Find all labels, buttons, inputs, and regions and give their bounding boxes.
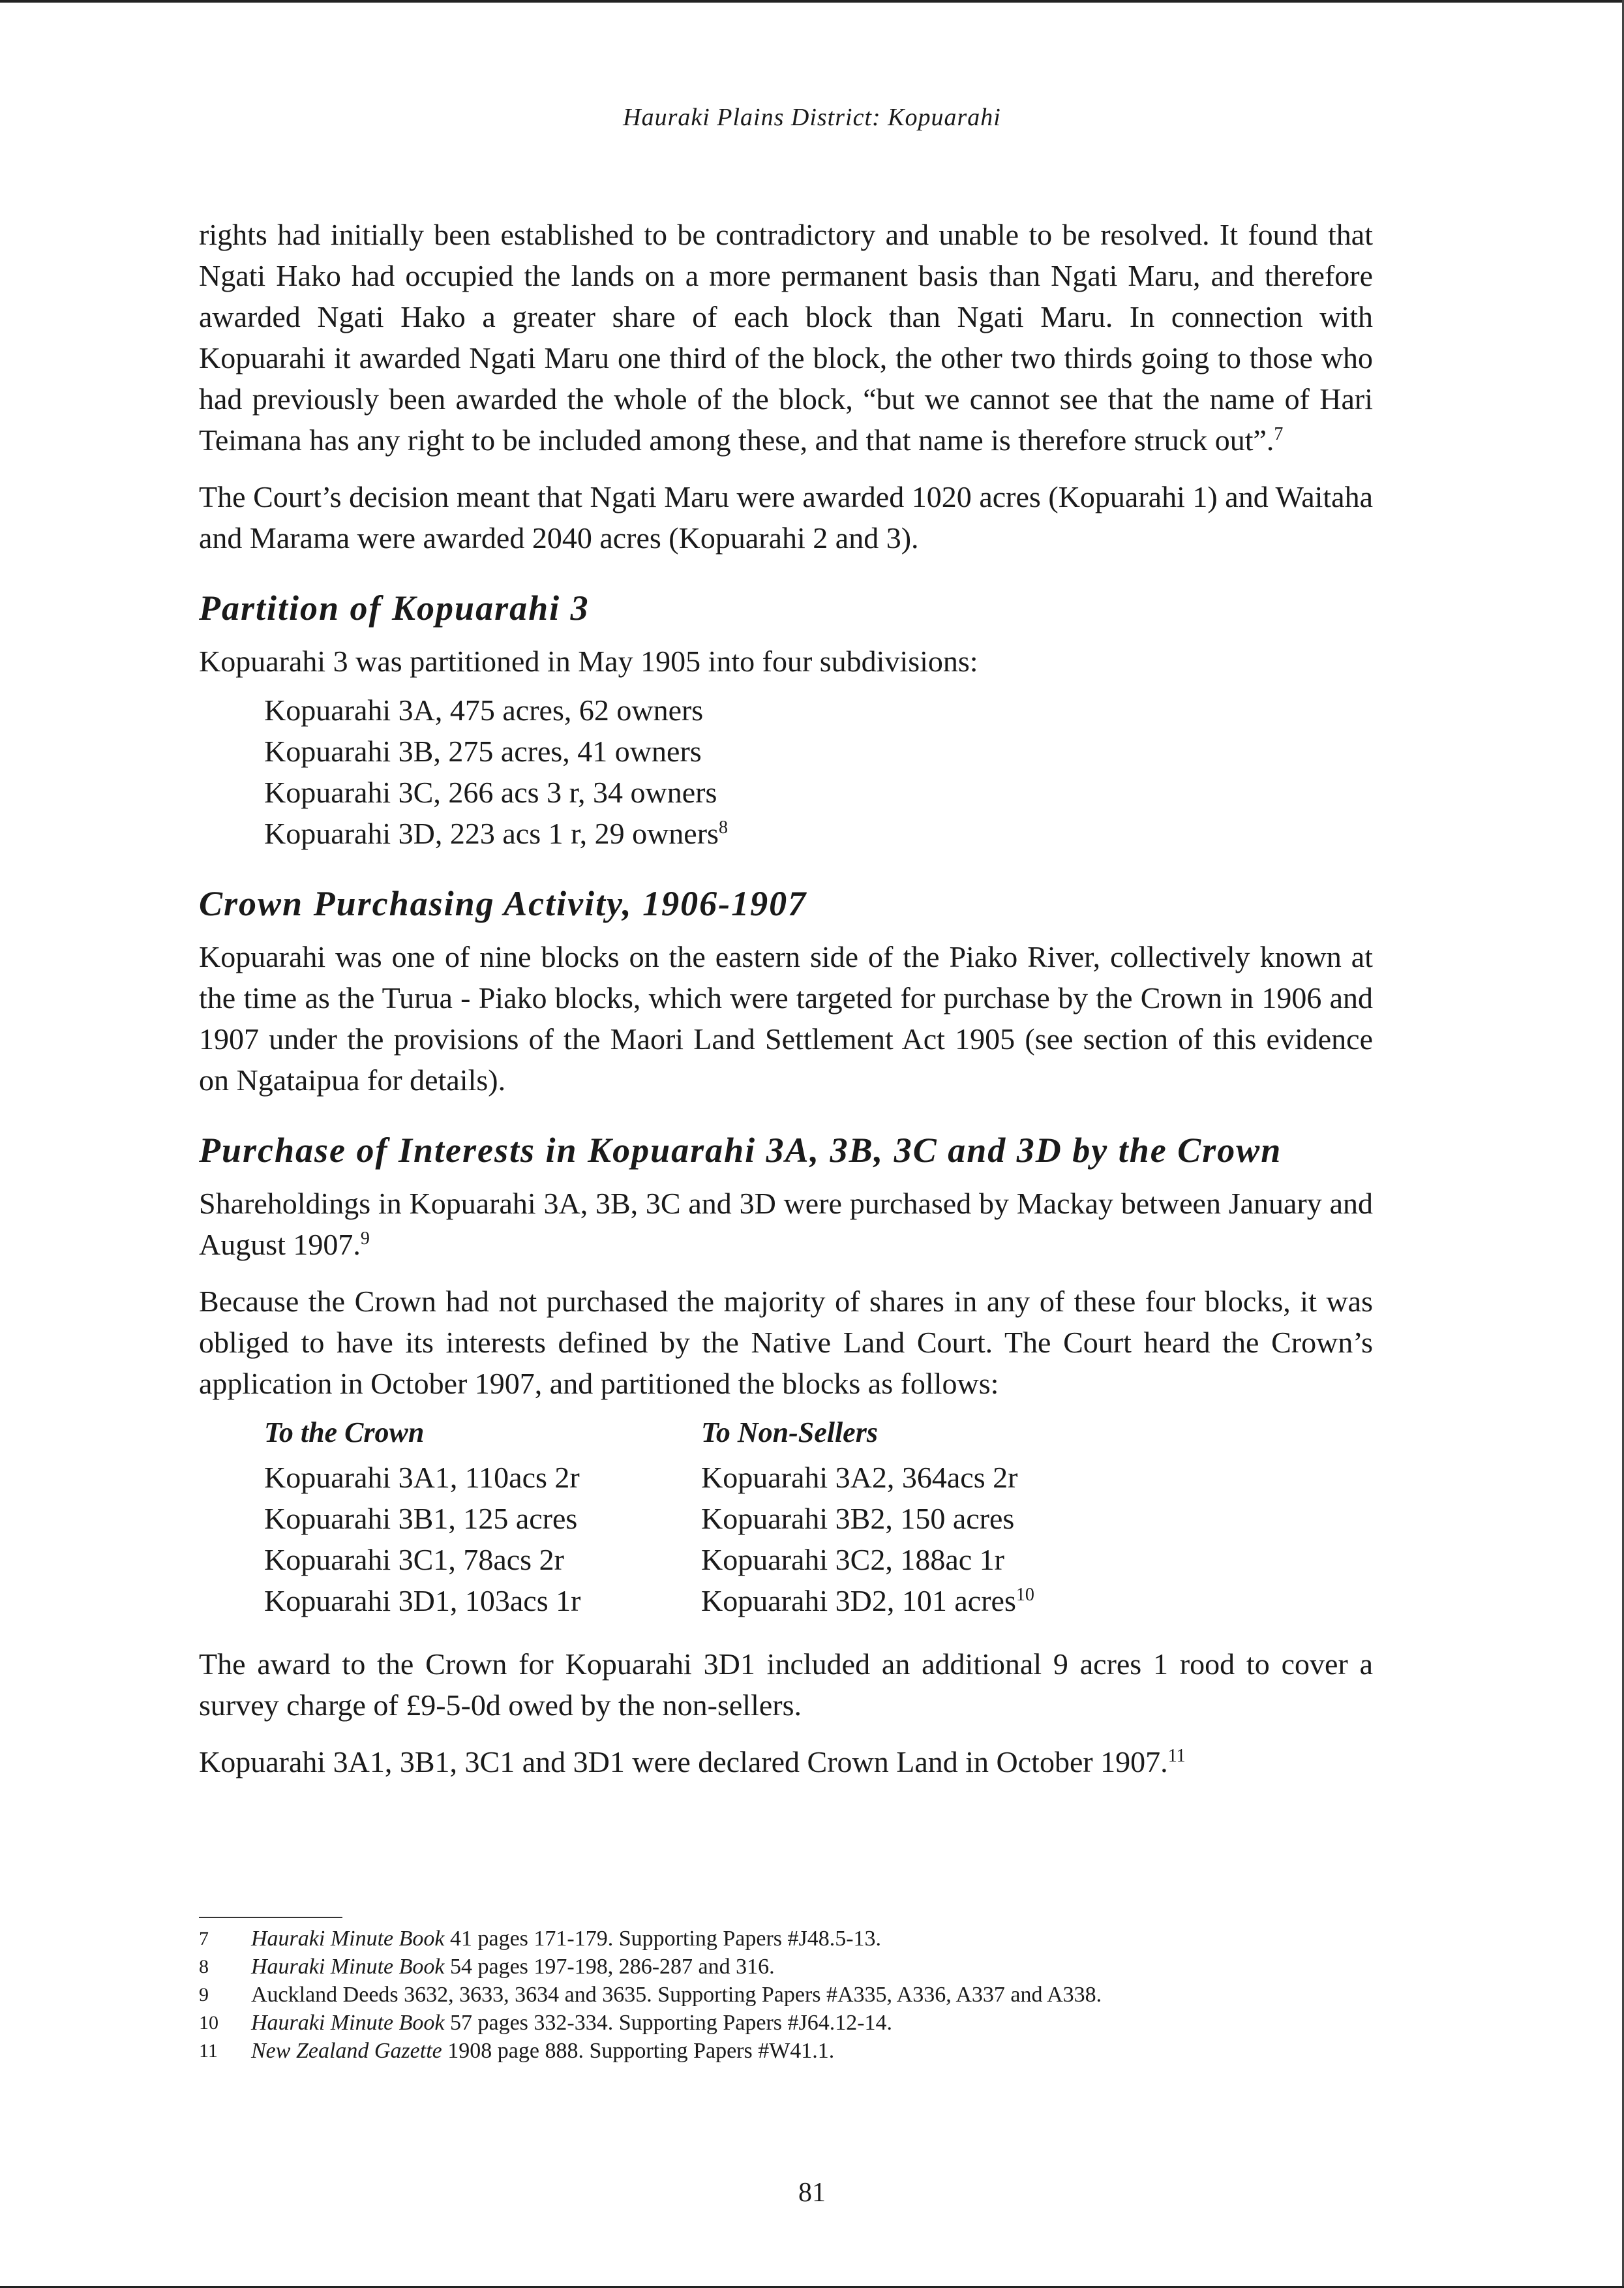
table-cell: Kopuarahi 3A1, 110acs 2r: [264, 1461, 580, 1494]
footnote: 7 Hauraki Minute Book 41 pages 171-179. Supporting Papers #J48.5-13.: [199, 1925, 1373, 1953]
footnote-ref[interactable]: 7: [1274, 424, 1284, 444]
paragraph-7: The award to the Crown for Kopuarahi 3D1 included an additional 9 acres 1 rood to cover a survey charge of £9-5-0d owed by the non-sellers.: [199, 1647, 1373, 1722]
footnote-ref[interactable]: 8: [718, 817, 728, 838]
footnote: 11 New Zealand Gazette 1908 page 888. Supporting Papers #W41.1.: [199, 2037, 1373, 2065]
paragraph-4: Kopuarahi was one of nine blocks on the eastern side of the Piako River, collectively known at the time as the Turua - Piako blocks, which were targeted for purchase by the Crown in 1906 and 1907 under the provisions of the Maori Land Settlement Act 1905 (see section of this evidence on Ngataipua for details).: [199, 940, 1373, 1097]
table-cell: Kopuarahi 3B1, 125 acres: [264, 1502, 578, 1535]
footnote-number: 9: [199, 1984, 209, 2006]
table-header-non-sellers: To Non-Sellers: [701, 1416, 878, 1448]
paragraph-6: Because the Crown had not purchased the majority of shares in any of these four blocks, it was obliged to have its interests defined by the Native Land Court. The Court heard the Crown’s application in October 1907, and partitioned the blocks as follows:: [199, 1285, 1373, 1400]
table-cell: Kopuarahi 3C1, 78acs 2r: [264, 1543, 564, 1576]
subdivision-item: Kopuarahi 3C, 266 acs 3 r, 34 owners: [264, 776, 717, 809]
partition-table: [264, 1412, 1373, 1621]
heading-partition: Partition of Kopuarahi 3: [199, 588, 590, 628]
footnote-number: 8: [199, 1956, 209, 1977]
subdivision-item: Kopuarahi 3D, 223 acs 1 r, 29 owners$^8$: [264, 817, 728, 850]
paragraph-3: Kopuarahi 3 was partitioned in May 1905 into four subdivisions:: [199, 645, 978, 678]
paragraph-8: Kopuarahi 3A1, 3B1, 3C1 and 3D1 were declared Crown Land in October 1907.11: [199, 1745, 1186, 1778]
footnote-ref[interactable]: 9: [360, 1228, 370, 1249]
footnotes: [199, 1925, 1373, 2065]
page-body: [199, 214, 1373, 1798]
table-cell: Kopuarahi 3D1, 103acs 1r: [264, 1584, 581, 1617]
table-cell: Kopuarahi 3A2, 364acs 2r: [701, 1461, 1018, 1494]
footnote-ref[interactable]: 10: [1015, 1585, 1034, 1605]
footnote: 10 Hauraki Minute Book 57 pages 332-334. Supporting Papers #J64.12-14.: [199, 2009, 1373, 2037]
top-border: [0, 0, 1624, 3]
heading-crown-purchasing: Crown Purchasing Activity, 1906-1907: [199, 884, 807, 923]
running-header: Hauraki Plains District: Kopuarahi: [623, 104, 1001, 131]
footnote-number: 10: [199, 2012, 218, 2034]
subdivision-item: Kopuarahi 3B, 275 acres, 41 owners: [264, 735, 702, 768]
subdivision-item: Kopuarahi 3A, 475 acres, 62 owners: [264, 694, 704, 727]
subdivision-list: [264, 690, 1373, 854]
paragraph-5: Shareholdings in Kopuarahi 3A, 3B, 3C and 3D were purchased by Mackay between January and August 1907.$^9$: [199, 1187, 1373, 1261]
table-cell: Kopuarahi 3D2, 101 acres$^{10}$: [701, 1584, 1034, 1617]
footnote: 8 Hauraki Minute Book 54 pages 197-198, 286-287 and 316.: [199, 1953, 1373, 1981]
table-header-crown: To the Crown: [264, 1416, 425, 1448]
table-cell: Kopuarahi 3B2, 150 acres: [701, 1502, 1015, 1535]
paragraph-2: The Court’s decision meant that Ngati Maru were awarded 1020 acres (Kopuarahi 1) and Waitaha and Marama were awarded 2040 acres (Kopuarahi 2 and 3).: [199, 480, 1373, 555]
footnote-number: 11: [199, 2040, 218, 2062]
table-cell: Kopuarahi 3C2, 188ac 1r: [701, 1543, 1004, 1576]
footnote-number: 7: [199, 1928, 209, 1949]
footnote-divider: [199, 1917, 342, 1918]
page-number: 81: [798, 2178, 826, 2208]
footnote-ref[interactable]: 11: [1167, 1746, 1186, 1766]
heading-purchase-interests: Purchase of Interests in Kopuarahi 3A, 3B, 3C and 3D by the Crown: [199, 1131, 1282, 1170]
paragraph-1: rights had initially been established to be contradictory and unable to be resolved. It found that Ngati Hako had occupied the lands on a more permanent basis than Ngati Maru, and therefore awarded Ngati Hako a greater share of each block than Ngati Maru. In connection with Kopuarahi it awarded Ngati Maru one third of the block, the other two thirds going to those who had previously been awarded the whole of the block, “but we cannot see that the name of Hari Teimana has any right to be included among these, and that name is therefore struck out”.$^7$: [199, 218, 1373, 457]
footnote: 9 Auckland Deeds 3632, 3633, 3634 and 3635. Supporting Papers #A335, A336, A337 and A338.: [199, 1981, 1373, 2009]
